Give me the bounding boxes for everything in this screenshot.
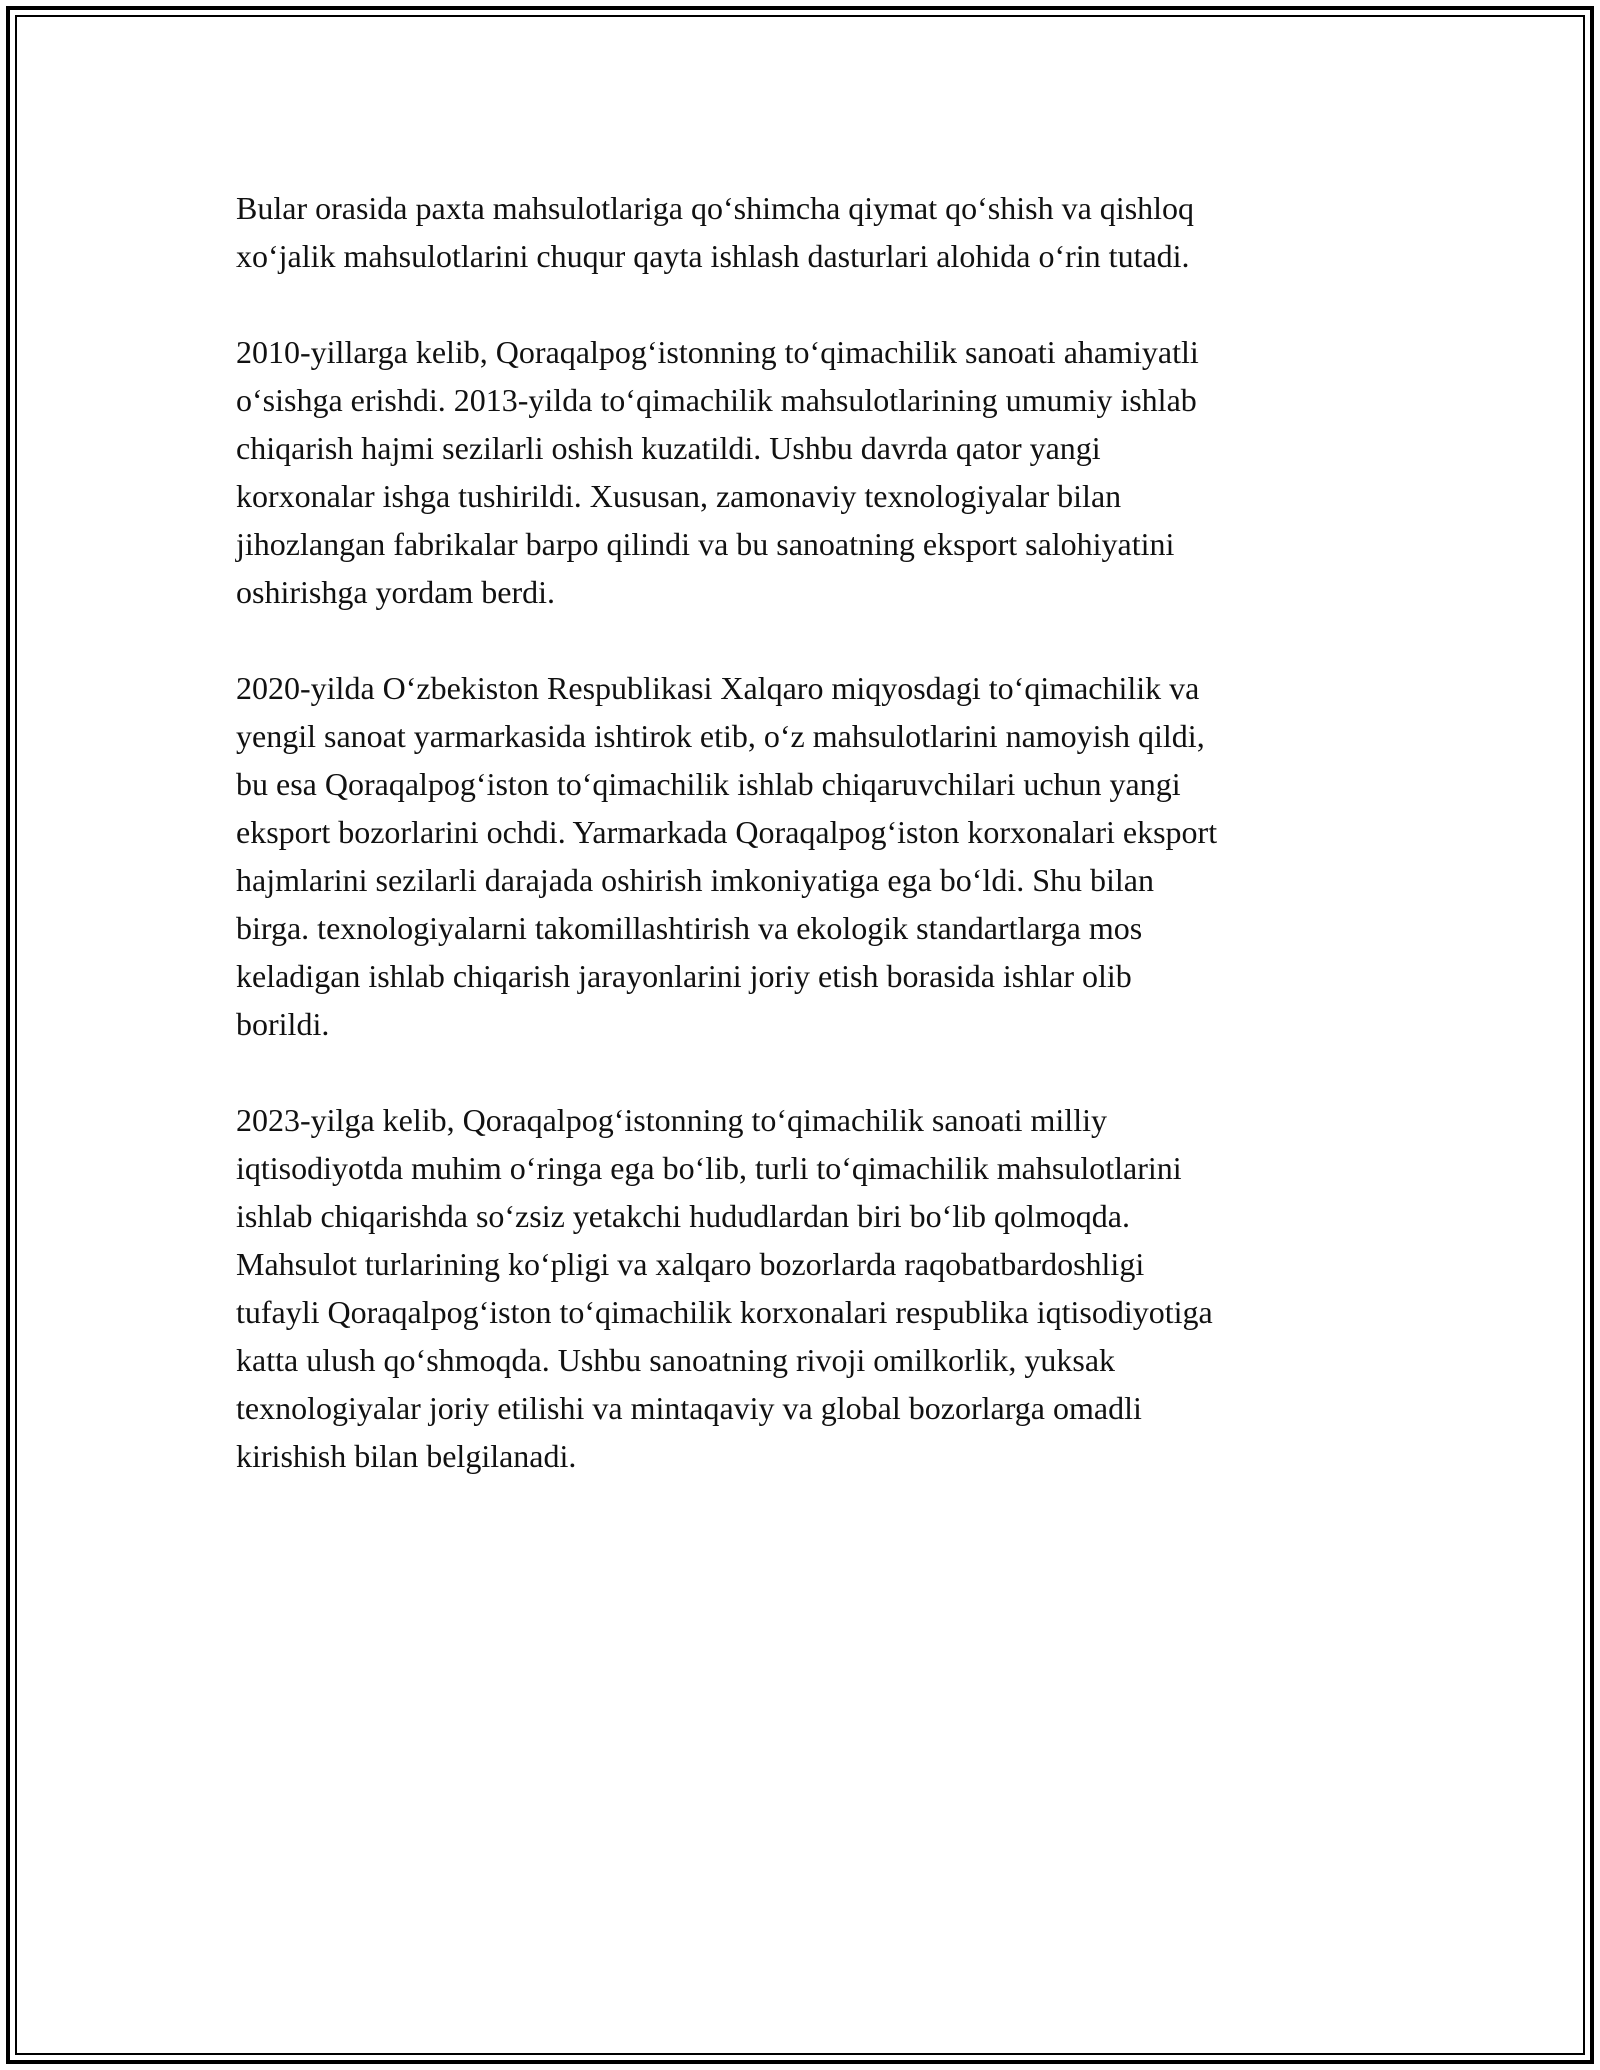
paragraph-1: Bular orasida paxta mahsulotlariga qo‘shimcha qiymat qo‘shish va qishloq xo‘jalik mahsulotlarini chuqur qayta ishlash dasturlari alohida o‘rin tutadi.: [236, 190, 1195, 274]
paragraph-2: 2010-yillarga kelib, Qoraqalpog‘istonning to‘qimachilik sanoati ahamiyatli o‘sishga erishdi. 2013-yilda to‘qimachilik mahsulotlarining umumiy ishlab chiqarish hajmi sezilarli oshish kuzatildi. Ushbu davrda qator yangi korxonalar ishga tushirildi. Xususan, zamonaviy texnologiyalar bilan jihozlangan fabrikalar barpo qilindi va bu sanoatning eksport salohiyatini oshirishga yordam berdi.: [236, 334, 1199, 610]
paragraph-3: 2020-yilda O‘zbekiston Respublikasi Xalqaro miqyosdagi to‘qimachilik va yengil sanoat yarmarkasida ishtirok etib, o‘z mahsulotlarini namoyish qildi, bu esa Qoraqalpog‘iston to‘qimachilik ishlab chiqaruvchilari uchun yangi eksport bozorlarini ochdi. Yarmarkada Qoraqalpog‘iston korxonalari eksport hajmlarini sezilarli darajada oshirish imkoniyatiga ega bo‘ldi. Shu bilan birga. texnologiyalarni takomillashtirish va ekologik standartlarga mos keladigan ishlab chiqarish jarayonlarini joriy etish borasida ishlar olib borildi.: [236, 670, 1218, 1042]
paragraph-4: 2023-yilga kelib, Qoraqalpog‘istonning to‘qimachilik sanoati milliy iqtisodiyotda muhim o‘ringa ega bo‘lib, turli to‘qimachilik mahsulotlarini ishlab chiqarishda so‘zsiz yetakchi hududlardan biri bo‘lib qolmoqda. Mahsulot turlarining ko‘pligi va xalqaro bozorlarda raqobatbardoshligi tufayli Qoraqalpog‘iston to‘qimachilik korxonalari respublika iqtisodiyotiga katta ulush qo‘shmoqda. Ushbu sanoatning rivoji omilkorlik, yuksak texnologiyalar joriy etilishi va mintaqaviy va global bozorlarga omadli kirishish bilan belgilanadi.: [236, 1102, 1213, 1474]
document-body: [236, 184, 1396, 1528]
